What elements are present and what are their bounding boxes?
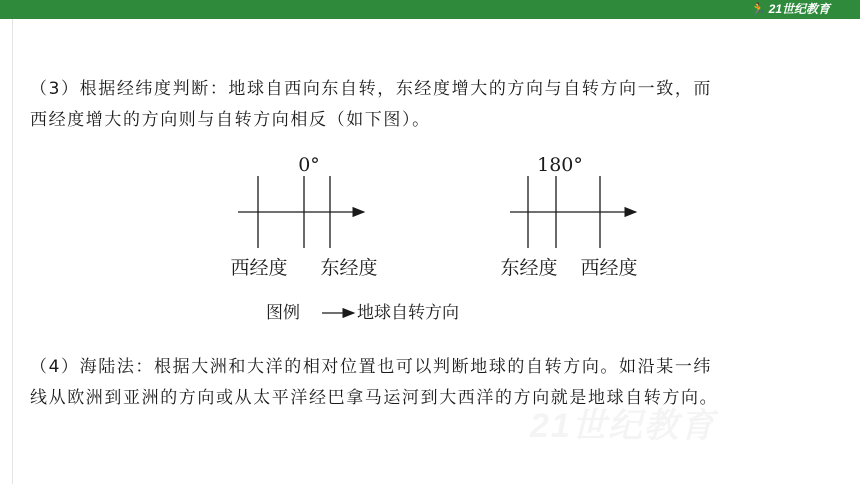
legend-prefix: 图例 — [266, 303, 300, 323]
legend-text: 地球自转方向 — [357, 303, 459, 323]
diagram-right-east-label: 东经度 — [500, 257, 558, 279]
paragraph-line: （3）根据经纬度判断：地球自西向东自转，东经度增大的方向与自转方向一致，而 — [30, 79, 713, 99]
diagram-right-west-label: 西经度 — [580, 257, 638, 279]
paragraph-line: 西经度增大的方向则与自转方向相反（如下图）。 — [30, 110, 431, 130]
paragraph-line: 线从欧洲到亚洲的方向或从太平洋经巴拿马运河到大西洋的方向就是地球自转方向。 — [30, 388, 719, 408]
diagram-right-top-label: 180° — [537, 154, 583, 176]
diagram-right — [500, 154, 637, 279]
diagram-left — [230, 154, 377, 279]
diagram-left-east-label: 东经度 — [320, 257, 378, 279]
brand-logo-text: 21世纪教育 — [768, 2, 830, 16]
runner-icon: 🏃 — [750, 2, 766, 16]
diagram-left-west-label: 西经度 — [230, 257, 288, 279]
watermark: 21世纪教育 — [530, 407, 716, 445]
paragraph-line: （4）海陆法：根据大洲和大洋的相对位置也可以判断地球的自转方向。如沿某一纬 — [30, 357, 713, 377]
diagram-left-top-label: 0° — [298, 154, 320, 176]
diagram-legend — [266, 303, 459, 323]
